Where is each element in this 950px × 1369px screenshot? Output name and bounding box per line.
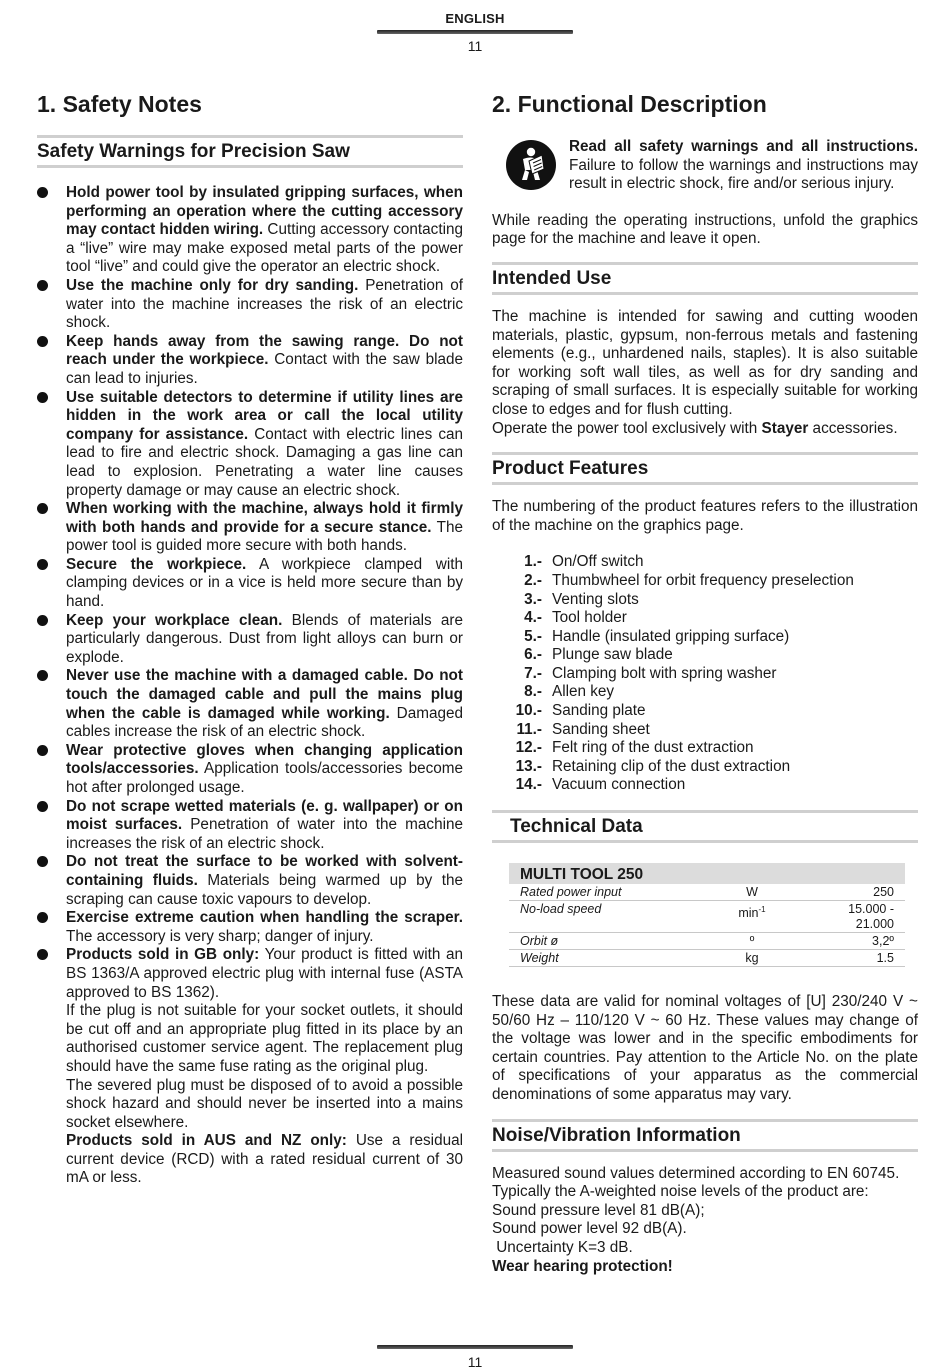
feature-item: 7.- Clamping bolt with spring washer [524,664,777,682]
functional-description-title: 2. Functional Description [492,91,767,117]
brand-name: Stayer [761,419,809,437]
header-page-number: 11 [467,38,483,54]
product-features-heading: Product Features [492,452,918,485]
safety-bullet: Hold power tool by insulated gripping surfaces, when performing an operation where the cutting accessory may contact hidden wiring. Cutting accessory contacting a “live” wire may make exposed metal parts of the power tool “live” and could give the operator an electric shock. [37,184,463,277]
bullet-icon [37,187,48,198]
bullet-icon [37,912,48,923]
safety-bullet: Wear protective gloves when changing application tools/accessories. Application tools/accessories become hot after prolonged usage. [37,742,463,798]
bullet-icon [37,392,48,403]
bullet-icon [37,670,48,681]
bullet-icon [37,949,48,960]
hearing-protection-warning: Wear hearing protection! [492,1257,673,1275]
footer-divider [377,1345,573,1349]
feature-item: 4.- Tool holder [524,609,627,627]
bullet-icon [37,336,48,347]
bullet-icon [37,856,48,867]
tech-row: Weight kg 1.5 [509,950,905,967]
tech-row: No-load speed $\min^{-1}$ 15.000 - 21.000 [509,901,905,933]
feature-item: 13.- Retaining clip of the dust extraction [515,757,791,775]
bullet-icon [37,280,48,291]
safety-bullet: Do not scrape wetted materials (e. g. wallpaper) or on moist surfaces. Penetration of water into the machine increases the risk of an electric shock. [37,798,463,854]
feature-item: 11.- Sanding sheet [516,720,650,738]
technical-data-heading: Technical Data [492,810,918,843]
bullet-icon [37,559,48,570]
noise-info: Measured sound values determined according to EN 60745. Typically the A-weighted noise levels of the product are: Sound pressure level 81 dB(A); Sound power level 92 dB(A). Uncertainty K=3 dB. Wear hearing protection! [492,1165,918,1277]
product-features-intro: The numbering of the product features refers to the illustration of the machine on the graphics page. [492,498,918,534]
intended-use-text: The machine is intended for sawing and cutting wooden materials, plastic, gypsum, non-ferrous metals and fastening elements (e.g., unhardened nails, staples). It is also suitable for working soft wall tiles, as well as for dry sanding and scraping of small surfaces. It is especially suitable for working close to edges and for flush cutting. Operate the power tool exclusively with Stayer accessories. [492,307,918,437]
safety-notes-title: 1. Safety Notes [37,91,202,117]
bullet-icon [37,503,48,514]
tech-row: Rated power input W 250 [509,884,905,901]
read-instructions-warning [492,138,918,194]
safety-bullet: Keep hands away from the sawing range. Do not reach under the workpiece. Contact with the saw blade can lead to injuries. [37,333,463,389]
footer-page-number: 11 [467,1354,483,1369]
warning-text: Read all safety warnings and all instructions. Failure to follow the warnings and instructions may result in electric shock, fire and/or serious injury. [569,138,918,193]
feature-item: 2.- Thumbwheel for orbit frequency preselection [524,571,854,589]
safety-bullet: Secure the workpiece. A workpiece clamped with clamping devices or in a vice is held more secure than by hand. [37,556,463,612]
safety-bullet: Use suitable detectors to determine if utility lines are hidden in the work area or call the local utility company for assistance. Contact with electric lines can lead to fire and electric shock. Damaging a gas line can lead to explosion. Penetrating a water line causes property damage or may cause an electric shock. [37,389,463,501]
feature-item: 14.- Vacuum connection [515,776,686,794]
technical-data-table [509,863,905,967]
intended-use-heading: Intended Use [492,262,918,295]
right-column [492,90,918,1276]
safety-bullet: Use the machine only for dry sanding. Penetration of water into the machine increases the risk of an electric shock. [37,277,463,333]
model-name: MULTI TOOL 250 [509,863,905,884]
bullet-icon [37,615,48,626]
safety-bullet: Keep your workplace clean. Blends of materials are particularly dangerous. Dust from light alloys can burn or explode. [37,612,463,668]
tech-row: Orbit ø º 3,2º [509,933,905,950]
feature-item: 6.- Plunge saw blade [524,646,673,664]
safety-bullet: Never use the machine with a damaged cable. Do not touch the damaged cable and pull the mains plug when the cable is damaged while working. Damaged cables increase the risk of an electric shock. [37,667,463,741]
feature-item: 10.- Sanding plate [515,702,646,720]
feature-item: 8.- Allen key [524,683,615,701]
feature-item: 1.- On/Off switch [524,553,644,571]
bullet-icon [37,801,48,812]
feature-item: 5.- Handle (insulated gripping surface) [524,627,790,645]
safety-bullet: When working with the machine, always hold it firmly with both hands and provide for a secure stance. The power tool is guided more secure with both hands. [37,500,463,556]
gb-plug-disposal-text: The severed plug must be disposed of to avoid a possible shock hazard and should never be inserted into a mains socket elsewhere. [66,1076,463,1131]
gb-plug-replacement-text: If the plug is not suitable for your socket outlets, it should be cut off and an appropriate plug fitted in its place by an authorised customer service agent. The replacement plug should have the same fuse rating as the original plug. [66,1002,463,1075]
noise-vibration-heading: Noise/Vibration Information [492,1119,918,1152]
safety-bullet-list [37,184,463,1188]
gb-products-bullet: Products sold in GB only: Your product is fitted with an BS 1363/A approved electric plug with internal fuse (ASTA approved to BS 1362). If the plug is not suitable for your socket outlets, it should be cut off and an appropriate plug fitted in its place by an authorised customer service agent. The replacement plug should have the same fuse rating as the original plug. The severed plug must be disposed of to avoid a possible shock hazard and should never be inserted into a mains socket elsewhere. Products sold in AUS and NZ only: Use a residual current device (RCD) with a rated residual current of 30 mA or less. [37,946,463,1188]
aus-nz-products-text: Products sold in AUS and NZ only: Use a residual current device (RCD) with a rated residual current of 30 mA or less. [66,1132,463,1187]
safety-bullet: Exercise extreme caution when handling the scraper. The accessory is very sharp; danger of injury. [37,909,463,946]
safety-warnings-heading: Safety Warnings for Precision Saw [37,135,463,168]
reading-note: While reading the operating instructions, unfold the graphics page for the machine and leave it open. [492,211,918,248]
read-manual-icon [506,140,556,190]
header-language: ENGLISH [445,11,505,26]
feature-item: 3.- Venting slots [524,590,639,608]
product-features-list [492,553,918,795]
left-column [37,90,463,1188]
safety-bullet: Do not treat the surface to be worked with solvent-containing fluids. Materials being warmed up by the scraping can cause toxic vapours to develop. [37,853,463,909]
technical-data-note: These data are valid for nominal voltages of [U] 230/240 V ~ 50/60 Hz – 110/120 V ~ 60 Hz. These values may change of the voltage was lower and in the specific embodiments for certain countries. Pay attention to the Article No. on the plate of specifications of your apparatus as the commercial denominations of some apparatus may vary. [492,993,918,1103]
header-divider [377,30,573,34]
feature-item: 12.- Felt ring of the dust extraction [515,739,754,757]
bullet-icon [37,745,48,756]
